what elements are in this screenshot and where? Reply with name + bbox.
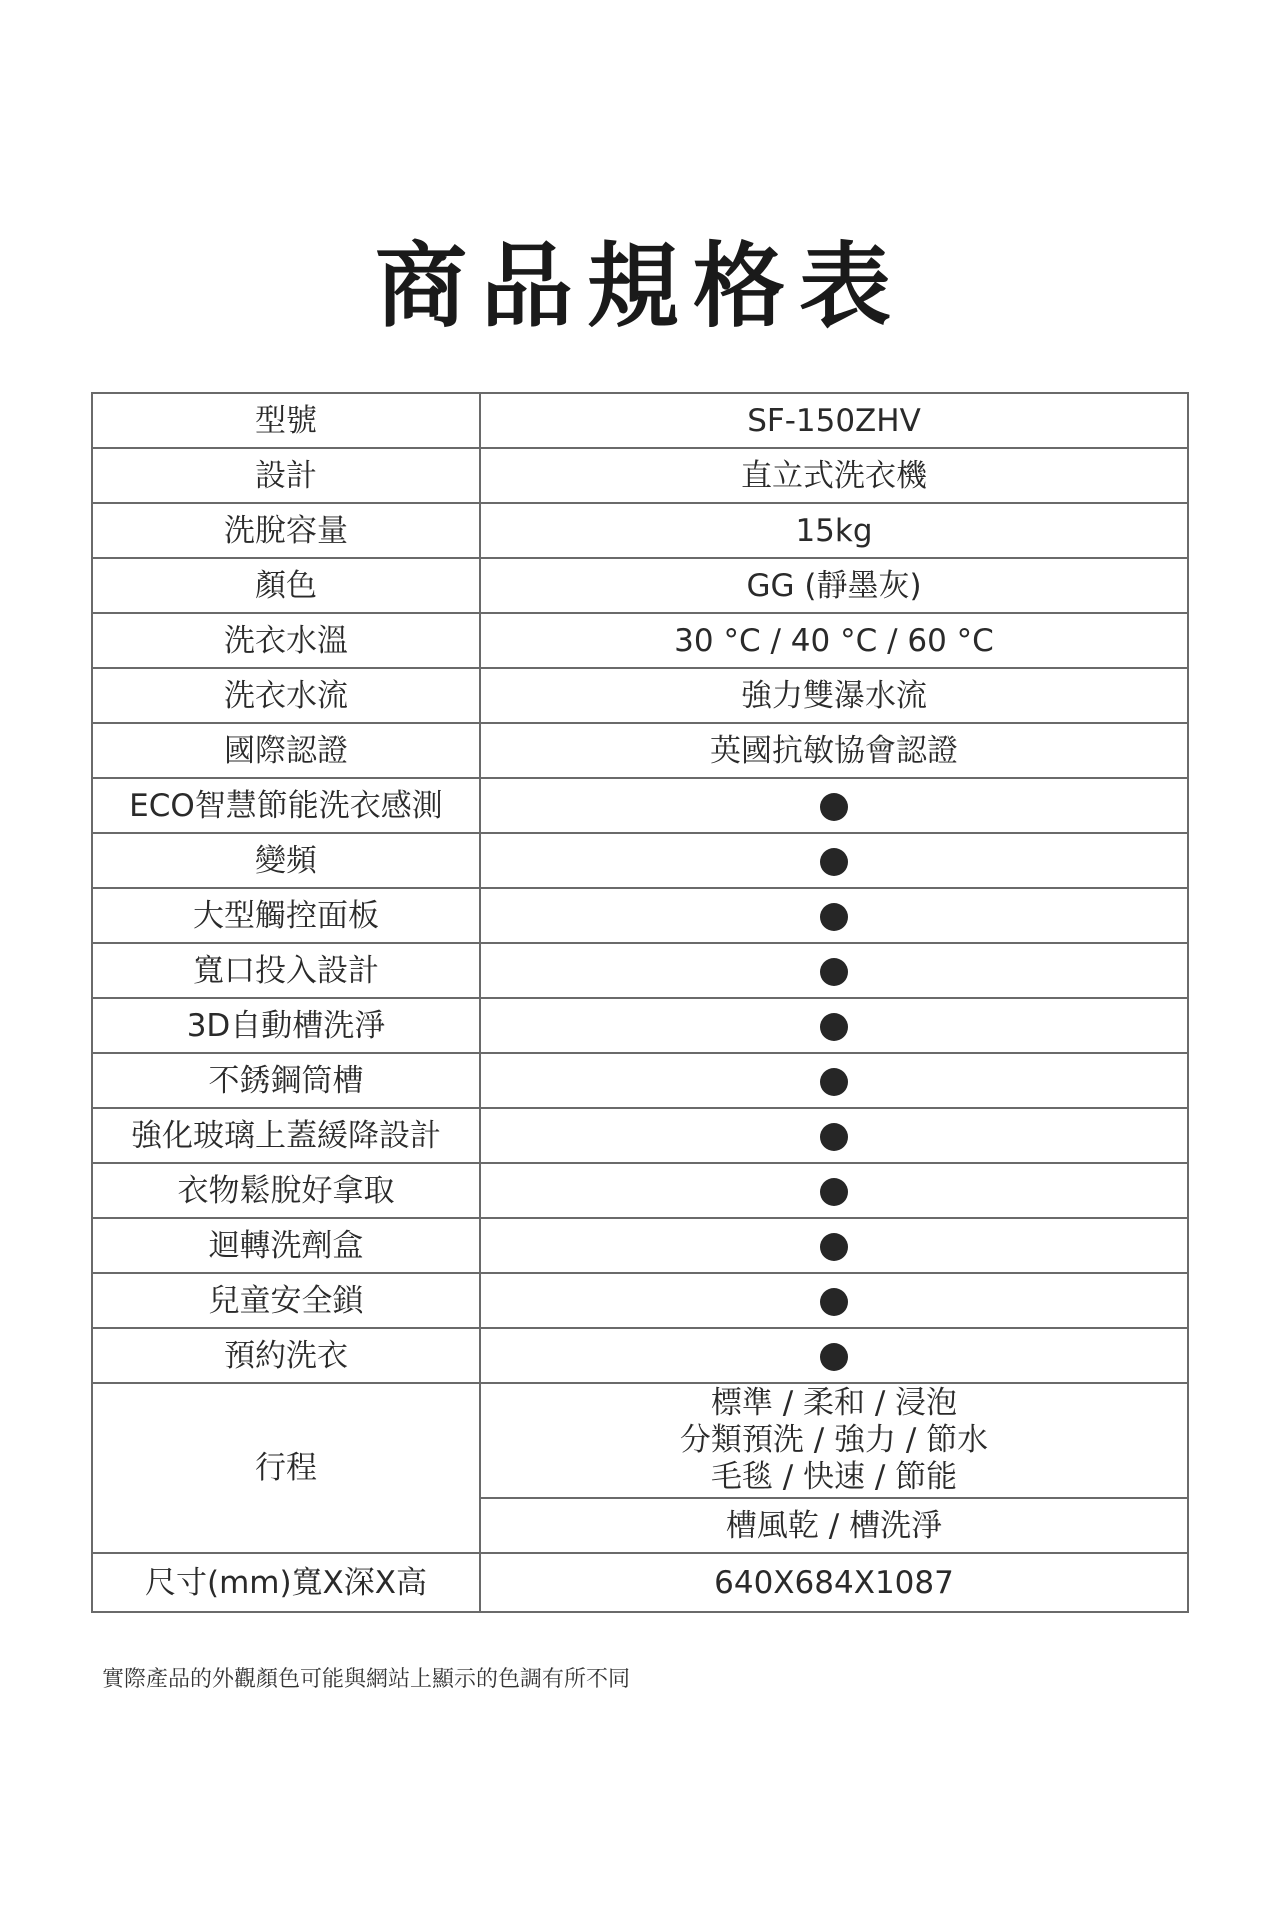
table-row <box>92 833 1188 888</box>
table-row <box>92 1163 1188 1218</box>
filled-dot-icon <box>820 1178 848 1206</box>
table-row <box>92 558 1188 613</box>
feature-label: 迴轉洗劑盒 <box>92 1218 480 1273</box>
footnote: 實際產品的外觀顏色可能與網站上顯示的色調有所不同 <box>102 1667 631 1692</box>
feature-label: 大型觸控面板 <box>92 888 480 943</box>
feature-label: 變頻 <box>92 833 480 888</box>
filled-dot-icon <box>820 1343 848 1371</box>
table-row <box>92 1053 1188 1108</box>
table-row <box>92 1273 1188 1328</box>
feature-cell <box>480 833 1188 888</box>
feature-cell <box>480 943 1188 998</box>
feature-cell <box>480 998 1188 1053</box>
table-row <box>92 448 1188 503</box>
table-row <box>92 393 1188 448</box>
filled-dot-icon <box>820 1013 848 1041</box>
filled-dot-icon <box>820 1233 848 1261</box>
table-row <box>92 503 1188 558</box>
feature-label: 寬口投入設計 <box>92 943 480 998</box>
table-row <box>92 998 1188 1053</box>
feature-cell <box>480 1108 1188 1163</box>
filled-dot-icon <box>820 1068 848 1096</box>
table-row <box>92 888 1188 943</box>
feature-label: ECO智慧節能洗衣感測 <box>92 778 480 833</box>
program-line: 分類預洗 / 強力 / 節水 <box>679 1422 989 1458</box>
spec-label: 洗脫容量 <box>92 503 480 558</box>
spec-value: 15kg <box>480 503 1188 558</box>
program-line: 標準 / 柔和 / 浸泡 <box>710 1385 958 1421</box>
spec-value: 30 °C / 40 °C / 60 °C <box>480 613 1188 668</box>
spec-label: 型號 <box>92 393 480 448</box>
feature-cell <box>480 778 1188 833</box>
feature-label: 3D自動槽洗淨 <box>92 998 480 1053</box>
feature-label: 不銹鋼筒槽 <box>92 1053 480 1108</box>
table-row <box>92 943 1188 998</box>
feature-cell <box>480 1053 1188 1108</box>
table-row <box>92 1383 1188 1498</box>
filled-dot-icon <box>820 1123 848 1151</box>
table-row <box>92 1218 1188 1273</box>
filled-dot-icon <box>820 958 848 986</box>
spec-value: GG (靜墨灰) <box>480 558 1188 613</box>
table-row <box>92 1108 1188 1163</box>
spec-label: 洗衣水流 <box>92 668 480 723</box>
spec-value: 強力雙瀑水流 <box>480 668 1188 723</box>
programs-list <box>480 1383 1188 1498</box>
table-row <box>92 778 1188 833</box>
spec-label: 國際認證 <box>92 723 480 778</box>
size-value: 640X684X1087 <box>480 1553 1188 1612</box>
program-line: 毛毯 / 快速 / 節能 <box>710 1459 958 1495</box>
table-row <box>92 668 1188 723</box>
table-row <box>92 613 1188 668</box>
feature-cell <box>480 1163 1188 1218</box>
tub-programs: 槽風乾 / 槽洗淨 <box>480 1498 1188 1553</box>
table-row <box>92 723 1188 778</box>
filled-dot-icon <box>820 1288 848 1316</box>
feature-label: 衣物鬆脫好拿取 <box>92 1163 480 1218</box>
filled-dot-icon <box>820 793 848 821</box>
size-label: 尺寸(mm)寬X深X高 <box>92 1553 480 1612</box>
filled-dot-icon <box>820 903 848 931</box>
spec-label: 顏色 <box>92 558 480 613</box>
feature-cell <box>480 888 1188 943</box>
spec-value: 直立式洗衣機 <box>480 448 1188 503</box>
spec-table <box>91 392 1189 1613</box>
programs-label: 行程 <box>92 1383 480 1553</box>
page-title: 商品規格表 <box>374 233 905 340</box>
spec-label: 設計 <box>92 448 480 503</box>
feature-label: 強化玻璃上蓋緩降設計 <box>92 1108 480 1163</box>
spec-value: 英國抗敏協會認證 <box>480 723 1188 778</box>
spec-value: SF-150ZHV <box>480 393 1188 448</box>
spec-label: 洗衣水溫 <box>92 613 480 668</box>
feature-cell <box>480 1218 1188 1273</box>
feature-label: 兒童安全鎖 <box>92 1273 480 1328</box>
filled-dot-icon <box>820 848 848 876</box>
table-row <box>92 1553 1188 1612</box>
table-row <box>92 1328 1188 1383</box>
feature-cell <box>480 1273 1188 1328</box>
feature-label: 預約洗衣 <box>92 1328 480 1383</box>
feature-cell <box>480 1328 1188 1383</box>
